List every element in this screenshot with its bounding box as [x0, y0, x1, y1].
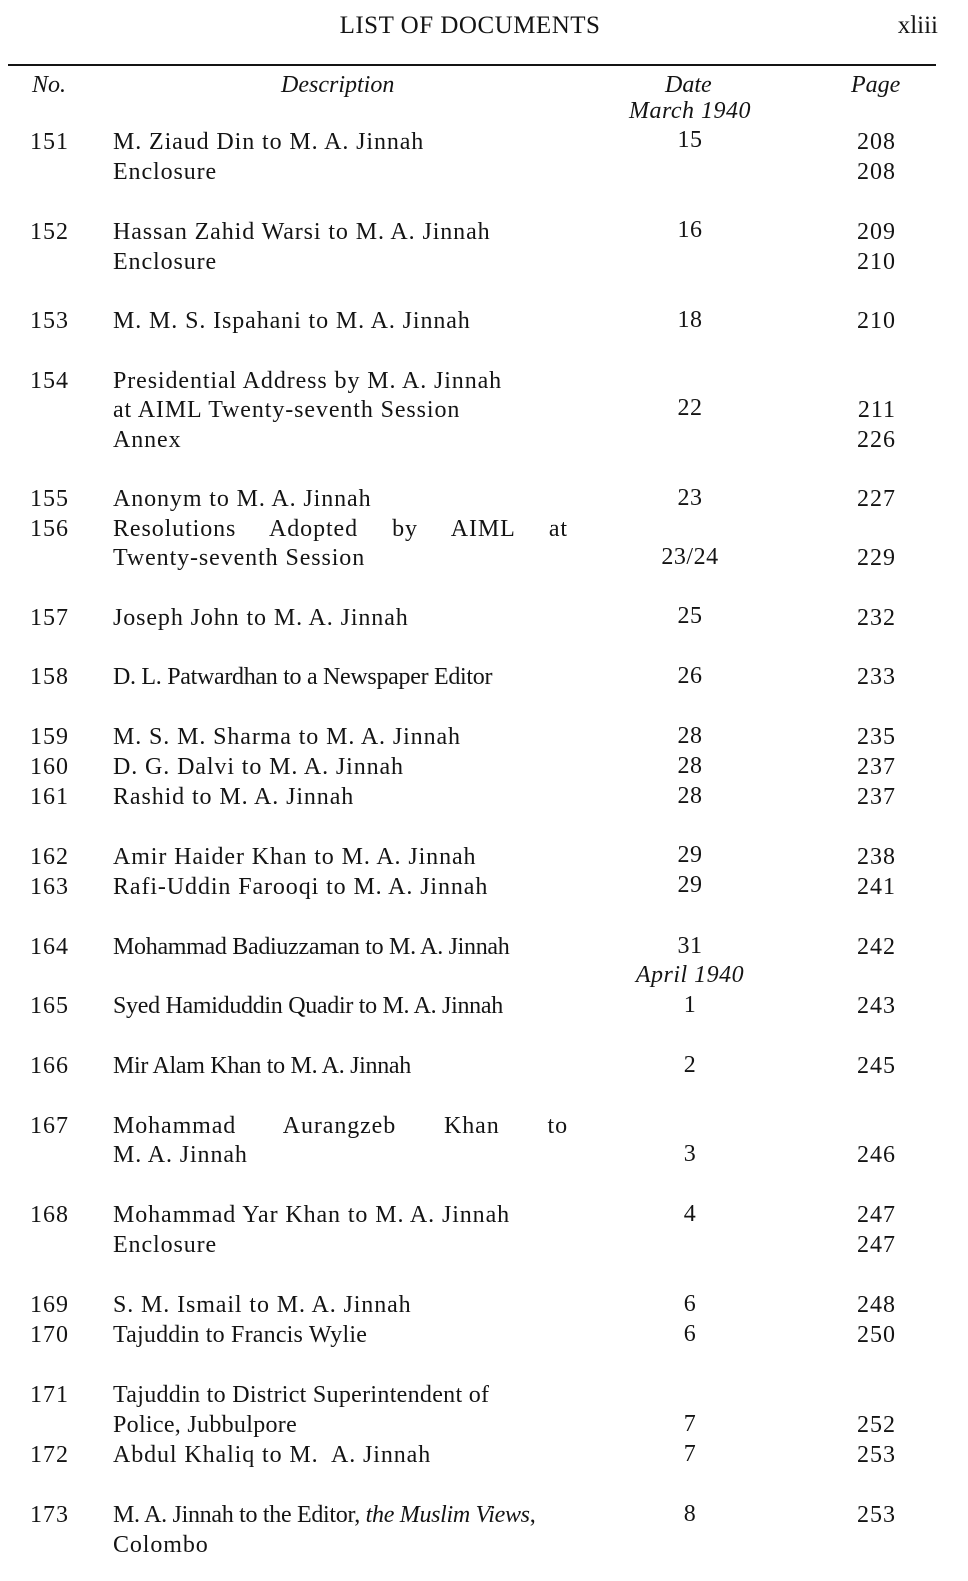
entry-number: 164 [30, 934, 69, 960]
entry-page: 242 [857, 934, 896, 960]
entry-description: M. M. S. Ispahani to M. A. Jinnah [113, 308, 471, 334]
month-heading: April 1940 [635, 962, 745, 988]
entry-page: 233 [857, 664, 896, 690]
entry-number: 155 [30, 486, 69, 512]
entry-description: Enclosure [113, 1232, 218, 1258]
entry-page: 247 [857, 1232, 896, 1258]
entry-date: 26 [677, 663, 703, 689]
entry-date: 4 [683, 1201, 697, 1227]
entry-number: 172 [30, 1442, 69, 1468]
entry-description: Tajuddin to Francis Wylie [113, 1322, 368, 1348]
entry-date: 16 [677, 217, 703, 243]
entry-page: 247 [857, 1202, 896, 1228]
entry-description: Mohammad Badiuzzaman to M. A. Jinnah [113, 934, 510, 960]
entry-number: 171 [30, 1382, 69, 1408]
entry-date: 7 [683, 1411, 697, 1437]
entry-date: 7 [683, 1441, 697, 1467]
entry-number: 169 [30, 1292, 69, 1318]
entry-date: 31 [677, 933, 703, 959]
entry-description: Enclosure [113, 159, 218, 185]
publication-title: the Muslim Views [365, 1502, 530, 1528]
entry-page: 248 [857, 1292, 896, 1318]
entry-date: 8 [683, 1501, 697, 1527]
entry-description: M. S. M. Sharma to M. A. Jinnah [113, 724, 461, 750]
entry-number: 166 [30, 1053, 69, 1079]
entry-page: 208 [857, 159, 896, 185]
entry-description: Syed Hamiduddin Quadir to M. A. Jinnah [113, 993, 503, 1019]
entry-number: 156 [30, 516, 69, 542]
entry-number: 159 [30, 724, 69, 750]
entry-number: 153 [30, 308, 69, 334]
entry-description: M. Ziaud Din to M. A. Jinnah [113, 129, 425, 155]
entry-page: 237 [857, 754, 896, 780]
entry-description-text: M. A. Jinnah to the Editor, [113, 1502, 366, 1528]
entry-description: Mohammad Aurangzeb Khan to [113, 1113, 568, 1139]
entry-description: Resolutions Adopted by AIML at [113, 516, 568, 542]
entry-page: 238 [857, 844, 896, 870]
entry-date: 28 [677, 753, 703, 779]
entry-number: 173 [30, 1502, 69, 1528]
entry-description: Anonym to M. A. Jinnah [113, 486, 372, 512]
entry-page: 250 [857, 1322, 896, 1348]
entry-date: 23/24 [661, 544, 719, 570]
entry-date: 22 [677, 395, 703, 421]
entry-description: D. L. Patwardhan to a Newspaper Editor [113, 664, 493, 690]
entry-description: Presidential Address by M. A. Jinnah [113, 368, 503, 394]
column-header-description: Description [281, 72, 395, 98]
entry-number: 154 [30, 368, 69, 394]
column-header-date: Date [665, 72, 712, 98]
page-title: LIST OF DOCUMENTS [339, 12, 601, 39]
entry-page: 208 [857, 129, 896, 155]
entry-page: 226 [857, 427, 896, 453]
entry-date: 2 [683, 1052, 697, 1078]
entry-date: 3 [683, 1141, 697, 1167]
entry-date: 15 [677, 127, 703, 153]
entry-number: 165 [30, 993, 69, 1019]
column-header-no: No. [32, 72, 67, 98]
entry-page: 252 [857, 1412, 896, 1438]
header-rule [8, 64, 936, 66]
entry-date: 29 [677, 842, 703, 868]
entry-description-punct: , [529, 1502, 536, 1528]
entry-number: 151 [30, 129, 69, 155]
entry-number: 170 [30, 1322, 69, 1348]
entry-description: Enclosure [113, 249, 218, 275]
entry-page: 241 [857, 874, 896, 900]
entry-description: Rafi-Uddin Farooqi to M. A. Jinnah [113, 874, 489, 900]
entry-description: Abdul Khaliq to M. A. Jinnah [113, 1442, 432, 1468]
entry-page: 210 [857, 249, 896, 275]
entry-date: 6 [683, 1321, 697, 1347]
entry-description: Police, Jubbulpore [113, 1412, 298, 1438]
entry-page: 246 [857, 1142, 896, 1168]
entry-page: 209 [857, 219, 896, 245]
entry-page: 243 [857, 993, 896, 1019]
entry-description: Rashid to M. A. Jinnah [113, 784, 355, 810]
entry-description: Colombo [113, 1532, 209, 1558]
entry-page: 229 [857, 545, 896, 571]
entry-description: at AIML Twenty-seventh Session [113, 397, 461, 423]
entry-number: 162 [30, 844, 69, 870]
entry-page: 237 [857, 784, 896, 810]
entry-page: 210 [857, 308, 896, 334]
entry-date: 28 [677, 723, 703, 749]
entry-page: 232 [857, 605, 896, 631]
entry-date: 25 [677, 603, 703, 629]
entry-number: 152 [30, 219, 69, 245]
entry-description: Joseph John to M. A. Jinnah [113, 605, 409, 631]
entry-description [113, 1500, 573, 1530]
entry-description: Twenty-seventh Session [113, 545, 366, 571]
entry-description: D. G. Dalvi to M. A. Jinnah [113, 754, 404, 780]
entry-description: Hassan Zahid Warsi to M. A. Jinnah [113, 219, 491, 245]
entry-date: 18 [677, 307, 703, 333]
entry-date: 28 [677, 783, 703, 809]
entry-description: M. A. Jinnah [113, 1142, 248, 1168]
entry-number: 157 [30, 605, 69, 631]
month-heading: March 1940 [628, 98, 752, 124]
entry-date: 29 [677, 872, 703, 898]
entry-page: 227 [857, 486, 896, 512]
entry-description: Amir Haider Khan to M. A. Jinnah [113, 844, 477, 870]
entry-description: Tajuddin to District Superintendent of [113, 1382, 490, 1408]
entry-date: 23 [677, 485, 703, 511]
entry-number: 163 [30, 874, 69, 900]
entry-number: 158 [30, 664, 69, 690]
entry-description: Mir Alam Khan to M. A. Jinnah [113, 1053, 411, 1079]
entry-page: 211 [857, 397, 896, 423]
entry-page: 245 [857, 1053, 896, 1079]
entry-date: 1 [683, 992, 697, 1018]
entry-page: 253 [857, 1502, 896, 1528]
entry-number: 168 [30, 1202, 69, 1228]
entry-description: Annex [113, 427, 182, 453]
entry-number: 167 [30, 1113, 69, 1139]
entry-page: 253 [857, 1442, 896, 1468]
entry-date: 6 [683, 1291, 697, 1317]
entry-description: Mohammad Yar Khan to M. A. Jinnah [113, 1202, 511, 1228]
column-header-page: Page [851, 72, 901, 98]
entry-description: S. M. Ismail to M. A. Jinnah [113, 1292, 412, 1318]
page-number: xliii [897, 12, 938, 39]
entry-page: 235 [857, 724, 896, 750]
entry-number: 161 [30, 784, 69, 810]
entry-number: 160 [30, 754, 69, 780]
